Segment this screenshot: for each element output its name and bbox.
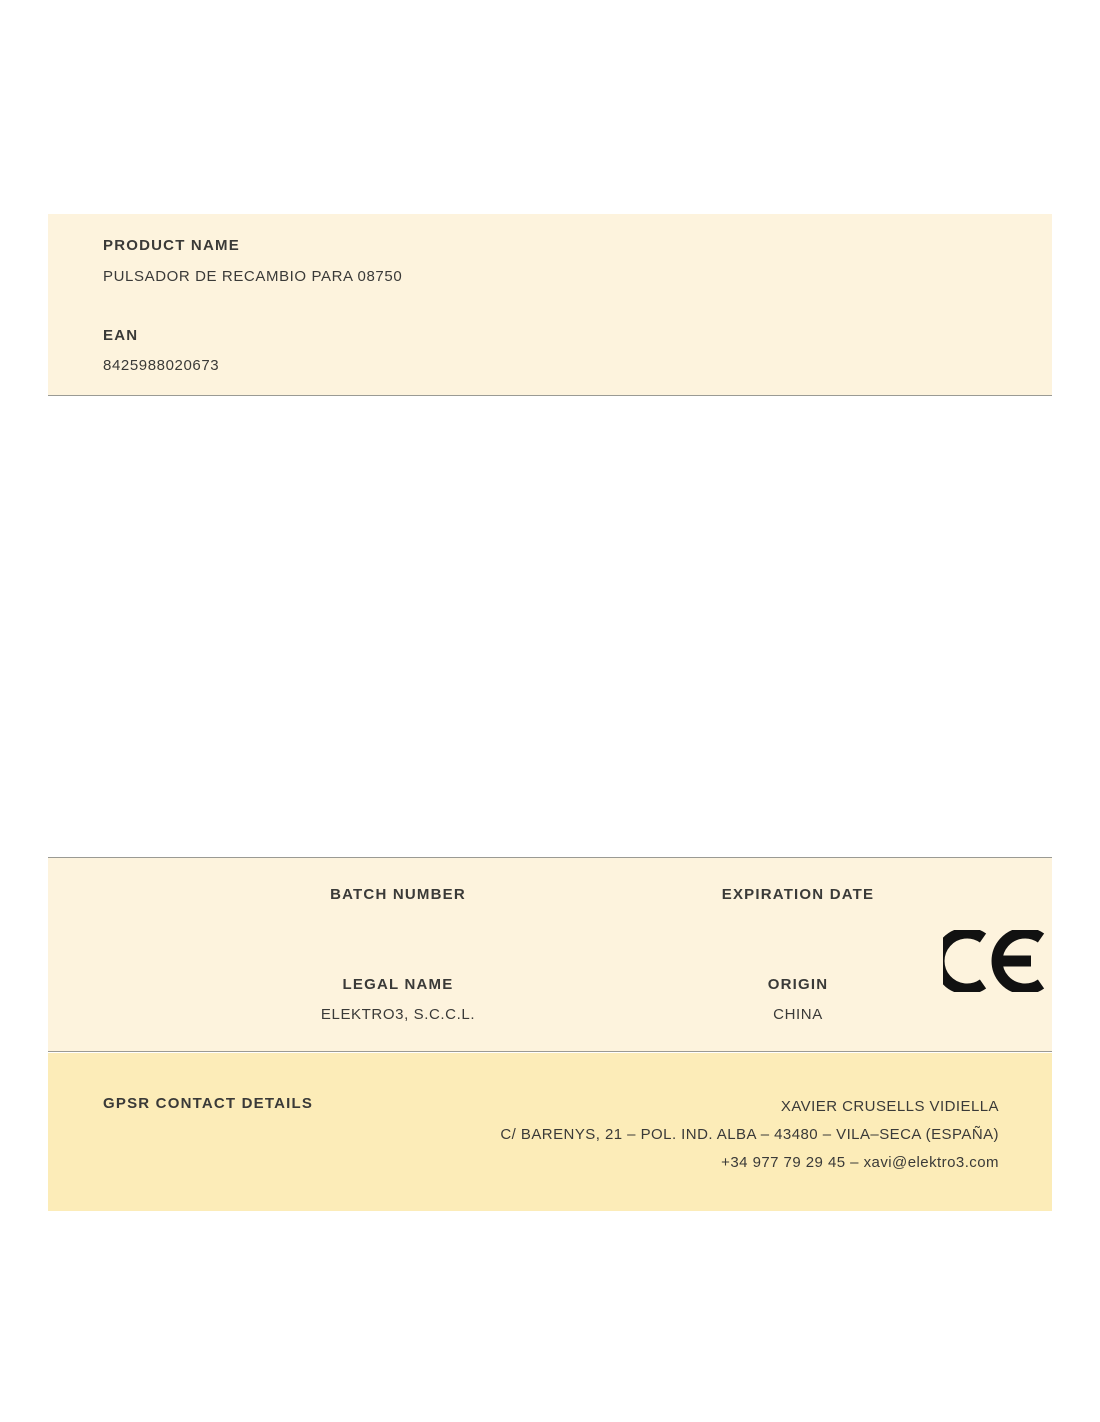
origin-label: ORIGIN [767, 976, 829, 993]
gpsr-contact-person: XAVIER CRUSELLS VIDIELLA [780, 1098, 999, 1115]
ean-value: 8425988020673 [103, 357, 220, 374]
ce-marking-icon [943, 930, 1053, 992]
gpsr-contact-label: GPSR CONTACT DETAILS [103, 1095, 314, 1112]
gpsr-contact-lines [500, 1093, 999, 1177]
origin-value: CHINA [773, 1006, 823, 1023]
product-name-value: PULSADOR DE RECAMBIO PARA 08750 [103, 268, 403, 285]
ean-label: EAN [103, 327, 139, 344]
legal-name-label: LEGAL NAME [342, 976, 454, 993]
batch-number-label: BATCH NUMBER [330, 886, 466, 903]
batch-info-panel [48, 857, 1052, 1052]
legal-name-value: ELEKTRO3, S.C.C.L. [320, 1006, 476, 1023]
product-info-panel [48, 214, 1052, 396]
gpsr-contact-phone-email: +34 977 79 29 45 – xavi@elektro3.com [721, 1154, 999, 1171]
gpsr-contact-panel [48, 1053, 1052, 1211]
gpsr-contact-address: C/ BARENYS, 21 – POL. IND. ALBA – 43480 – VILA–SECA (ESPAÑA) [500, 1126, 999, 1143]
expiration-date-label: EXPIRATION DATE [721, 886, 875, 903]
product-name-label: PRODUCT NAME [103, 237, 240, 254]
